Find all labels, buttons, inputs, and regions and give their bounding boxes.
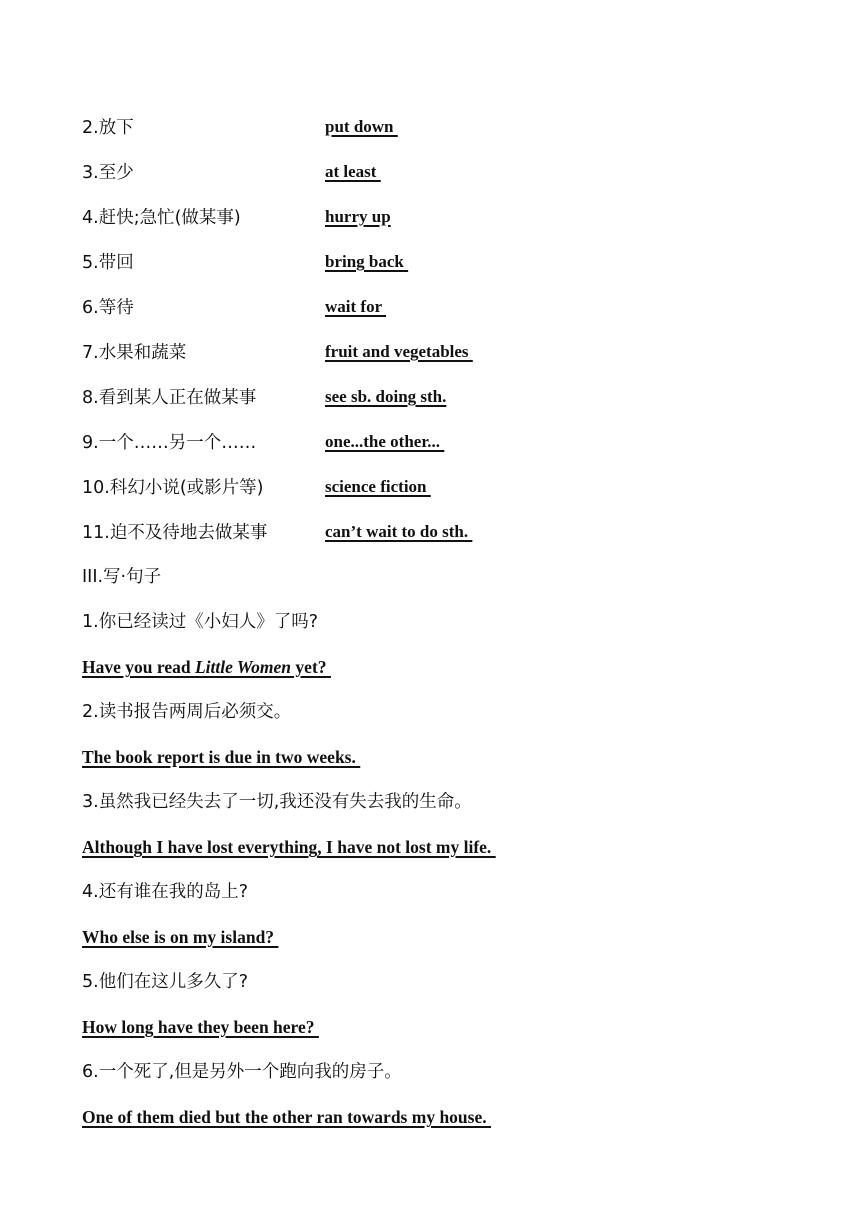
answer-text: Have you read (82, 657, 195, 677)
phrase-english: put down (325, 117, 398, 136)
answer-text: Although I have lost everything, I have not lost my life. (82, 837, 496, 857)
answer-text: Who else is on my island? (82, 927, 279, 947)
sentence-chinese: 6.一个死了,但是另外一个跑向我的房子。 (82, 1062, 402, 1082)
phrase-row (82, 116, 134, 139)
phrase-english: at least (325, 162, 381, 181)
phrase-chinese: 2.放下 (82, 118, 134, 138)
phrase-row (82, 251, 134, 274)
sentence-english (82, 1016, 319, 1038)
phrase-english: wait for (325, 297, 387, 316)
phrase-english: bring back (325, 252, 409, 271)
phrase-row (82, 296, 134, 319)
phrase-row (82, 431, 256, 454)
phrase-chinese: 4.赶快;急忙(做某事) (82, 208, 241, 228)
phrase-english: see sb. doing sth. (325, 387, 447, 406)
phrase-chinese: 3.至少 (82, 163, 134, 183)
phrase-english: one...the other... (325, 432, 445, 451)
sentence-english (82, 656, 331, 678)
phrase-row (82, 386, 256, 409)
sentence-english (82, 746, 360, 768)
answer-text: One of them died but the other ran towards my house. (82, 1107, 491, 1127)
book-title: Little Women (194, 657, 292, 677)
phrase-chinese: 7.水果和蔬菜 (82, 343, 187, 363)
phrase-row (82, 521, 267, 544)
answer-text: yet? (291, 657, 331, 677)
sentence-english (82, 926, 278, 948)
section-title: III.写·句子 (82, 567, 162, 587)
phrase-row (82, 476, 264, 499)
sentence-chinese: 3.虽然我已经失去了一切,我还没有失去我的生命。 (82, 792, 472, 812)
phrase-row (82, 161, 134, 184)
sentence-english (82, 1106, 491, 1128)
phrase-english: fruit and vegetables (325, 342, 473, 361)
phrase-chinese: 5.带回 (82, 253, 134, 273)
phrase-row (82, 341, 186, 364)
phrase-chinese: 8.看到某人正在做某事 (82, 388, 257, 408)
sentence-chinese: 5.他们在这儿多久了? (82, 972, 248, 992)
phrase-row (82, 206, 241, 229)
phrase-english: can’t wait to do sth. (325, 522, 473, 541)
sentence-chinese: 1.你已经读过《小妇人》了吗? (82, 612, 318, 632)
sentence-chinese: 4.还有谁在我的岛上? (82, 882, 248, 902)
sentence-chinese: 2.读书报告两周后必须交。 (82, 702, 292, 722)
sentence-english (82, 836, 496, 858)
answer-text: The book report is due in two weeks. (82, 747, 361, 767)
phrase-chinese: 6.等待 (82, 298, 134, 318)
phrase-chinese: 11.迫不及待地去做某事 (82, 523, 268, 543)
phrase-english: hurry up (325, 207, 391, 226)
phrase-chinese: 10.科幻小说(或影片等) (82, 478, 264, 498)
phrase-english: science fiction (325, 477, 431, 496)
answer-text: How long have they been here? (82, 1017, 319, 1037)
phrase-chinese: 9.一个……另一个…… (82, 433, 257, 453)
